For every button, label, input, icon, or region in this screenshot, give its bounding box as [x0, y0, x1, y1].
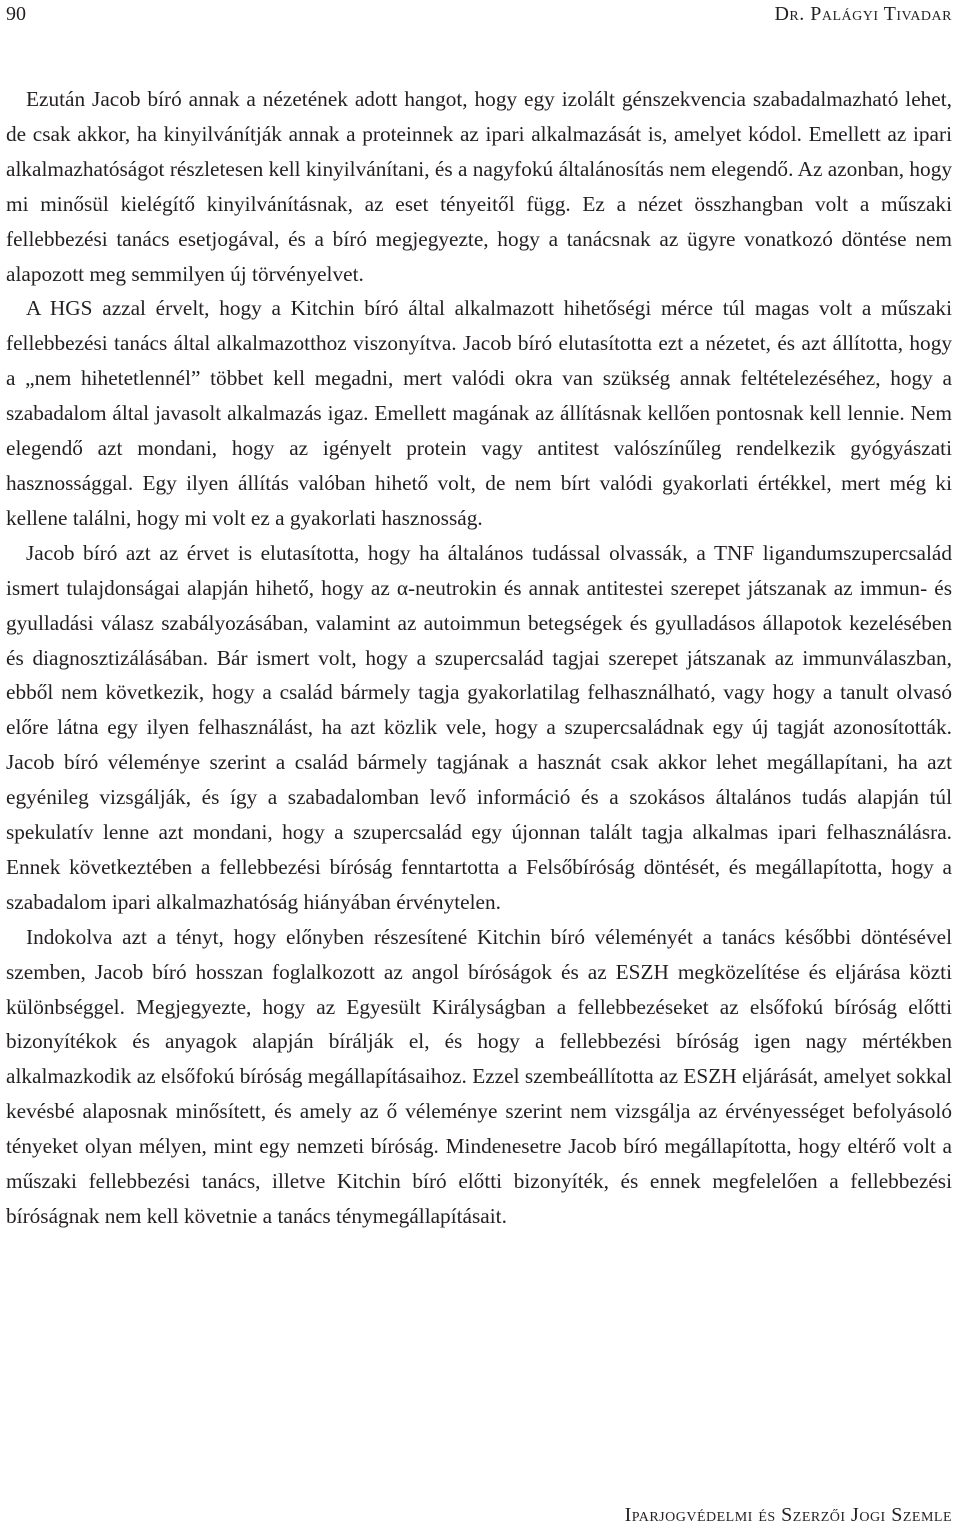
paragraph: Indokolva azt a tényt, hogy előnyben részesítené Kitchin bíró véleményét a tanács későbbi döntésével szemben, Jacob bíró hosszan foglalkozott az angol bíróságok és az ESZH megközelítése és eljárása közti különbséggel. Megjegyezte, hogy az Egyesült Királyságban a fellebbezéseket az elsőfokú bíróság előtti bizonyítékok és anyagok alapján bírálják el, és hogy a fellebbezési bíróság igen nagy mértékben alkalmazkodik az elsőfokú bíróság megállapításaihoz. Ezzel szembeállította az ESZH eljárását, amelyet sokkal kevésbé alaposnak minősített, és amely az ő véleménye szerint nem vizsgálja az érvényességet befolyásoló tényeket olyan mélyen, mint egy nemzeti bíróság. Mindenesetre Jacob bíró megállapította, hogy eltérő volt a műszaki fellebbezési tanács, illetve Kitchin bíró előtti bizonyíték, és ennek megfelelően a fellebbezési bíróságnak nem kell követnie a tanács ténymegállapításait. [6, 924, 952, 1228]
running-head: Dr. Palágyi Tivadar [774, 3, 952, 25]
footer-journal-title: Iparjogvédelmi és Szerzői Jogi Szemle [624, 1504, 952, 1526]
page-number: 90 [6, 3, 26, 25]
body-text [6, 82, 952, 1234]
paragraph: Ezután Jacob bíró annak a nézetének adott hangot, hogy egy izolált génszekvencia szabadalmazható lehet, de csak akkor, ha kinyilvánítják annak a proteinnek az ipari alkalmazását is, amelyet kódol. Emellett az ipari alkalmazhatóságot részletesen kell kinyilvánítani, és a nagyfokú általánosítás nem elegendő. Az azonban, hogy mi minősül kielégítő kinyilvánításnak, az eset tényeitől függ. Ez a nézet összhangban volt a műszaki fellebbezési tanács esetjogával, és a bíró megjegyezte, hogy a tanácsnak az ügyre vonatkozó döntése nem alapozott meg semmilyen új törvényelvet. [6, 87, 952, 286]
paragraph: A HGS azzal érvelt, hogy a Kitchin bíró által alkalmazott hihetőségi mérce túl magas volt a műszaki fellebbezési tanács által alkalmazotthoz viszonyítva. Jacob bíró elutasította ezt a nézetet, és azt állította, hogy a „nem hihetetlennél” többet kell megadni, mert valódi okra van szükség annak feltételezéséhez, hogy a szabadalom által javasolt alkalmazás igaz. Emellett magának az állításnak kellően pontosnak kell lennie. Nem elegendő azt mondani, hogy az igényelt protein vagy antitest valószínűleg rendelkezik gyógyászati hasznossággal. Egy ilyen állítás valóban hihető volt, de nem bírt valódi gyakorlati értékkel, mert még ki kellene találni, hogy mi volt ez a gyakorlati hasznosság. [6, 296, 952, 530]
paragraph: Jacob bíró azt az érvet is elutasította, hogy ha általános tudással olvassák, a TNF ligandumszupercsalád ismert tulajdonságai alapján hihető, hogy az α-neutrokin és annak antitestei szerepet játszanak az immun- és gyulladási válasz szabályozásában, valamint az autoimmun betegségek és gyulladásos állapotok kezelésében és diagnosztizálásában. Bár ismert volt, hogy a szupercsalád tagjai szerepet játszanak az immunválaszban, ebből nem következik, hogy a család bármely tagja gyakorlatilag felhasználható, vagy hogy a tanult olvasó előre látna egy ilyen felhasználást, ha azt közlik vele, hogy a szupercsaládnak egy új tagját azonosították. Jacob bíró véleménye szerint a család bármely tagjának a hasznát csak akkor lehet megállapítani, ha azt egyénileg vizsgálják, és így a szabadalomban levő információ és a szokásos általános tudás alapján túl spekulatív lenne azt mondani, hogy a szupercsalád egy újonnan talált tagja alkalmas ipari felhasználásra. Ennek következtében a fellebbezési bíróság fenntartotta a Felsőbíróság döntését, és megállapította, hogy a szabadalom ipari alkalmazhatóság hiányában érvénytelen. [6, 540, 952, 914]
